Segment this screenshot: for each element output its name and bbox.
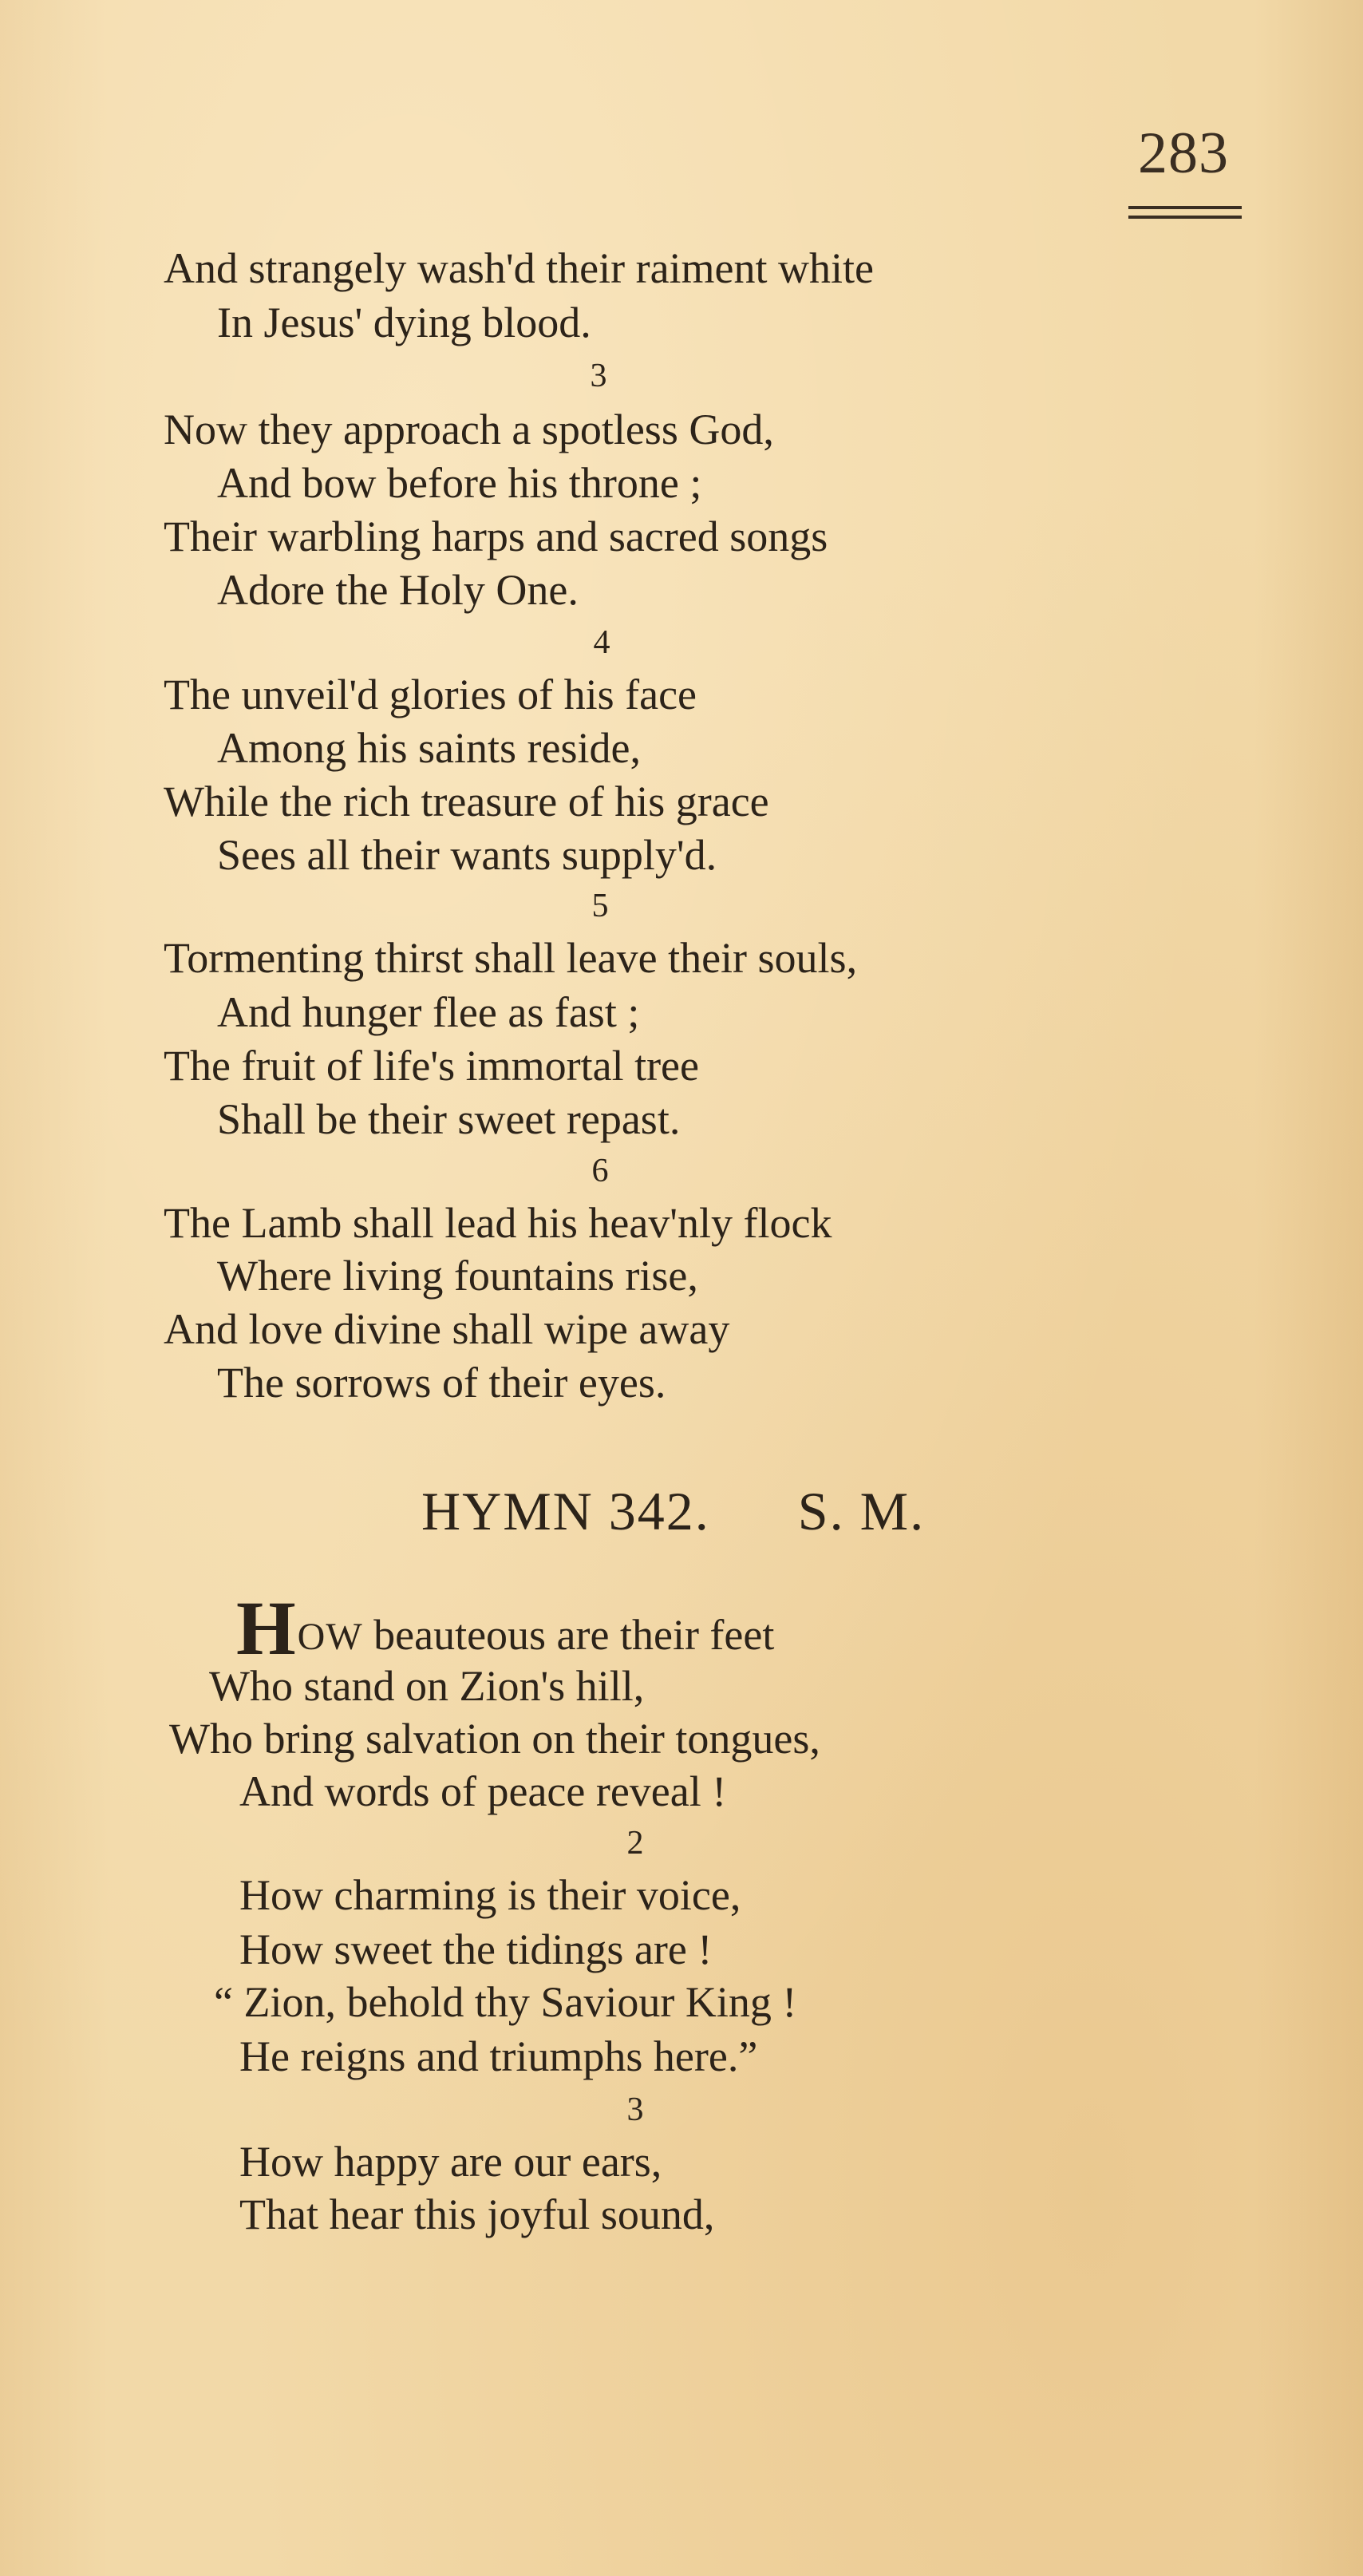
verse-line: The unveil'd glories of his face xyxy=(164,671,697,718)
hymn-meter: S. M. xyxy=(797,1481,926,1541)
stanza-number: 6 xyxy=(591,1153,609,1189)
stanza-number: 5 xyxy=(591,888,609,924)
verse-line: That hear this joyful sound, xyxy=(239,2190,715,2238)
verse-line: Tormenting thirst shall leave their souls, xyxy=(164,934,858,982)
verse-line: Among his saints reside, xyxy=(217,724,641,772)
verse-line: Where living fountains rise, xyxy=(217,1252,698,1300)
verse-line: The Lamb shall lead his heav'nly flock xyxy=(164,1199,832,1247)
verse-line: Their warbling harps and sacred songs xyxy=(164,512,828,560)
verse-line: And bow before his throne ; xyxy=(217,459,702,507)
verse-line: Adore the Holy One. xyxy=(217,566,579,614)
first-line-rest: beauteous are their feet xyxy=(362,1611,775,1659)
verse-line: How happy are our ears, xyxy=(239,2138,662,2186)
verse-line: How charming is their voice, xyxy=(239,1871,741,1919)
stanza-number: 3 xyxy=(626,2091,644,2128)
page-number: 283 xyxy=(1138,121,1229,186)
verse-line: Sees all their wants supply'd. xyxy=(217,831,717,879)
first-word-rest: OW xyxy=(297,1616,363,1658)
stanza-number: 4 xyxy=(593,624,610,661)
verse-line: And words of peace reveal ! xyxy=(239,1767,727,1815)
stanza-number: 3 xyxy=(590,358,607,394)
verse-line: Shall be their sweet repast. xyxy=(217,1095,681,1143)
verse-line: In Jesus' dying blood. xyxy=(217,299,591,346)
verse-line: Who bring salvation on their tongues, xyxy=(169,1715,820,1763)
verse-line: The fruit of life's immortal tree xyxy=(164,1042,699,1090)
verse-first-line xyxy=(236,1585,775,1671)
verse-line: And strangely wash'd their raiment white xyxy=(164,244,874,292)
hymn-title: HYMN 342. xyxy=(421,1481,710,1541)
verse-line: And hunger flee as fast ; xyxy=(217,988,640,1036)
drop-cap: H xyxy=(236,1585,296,1671)
verse-line: Who stand on Zion's hill, xyxy=(209,1662,645,1710)
verse-line: How sweet the tidings are ! xyxy=(239,1925,713,1973)
verse-line: “ Zion, behold thy Saviour King ! xyxy=(214,1978,797,2026)
verse-line: And love divine shall wipe away xyxy=(164,1305,730,1353)
verse-line: While the rich treasure of his grace xyxy=(164,778,769,825)
verse-line: The sorrows of their eyes. xyxy=(217,1359,666,1407)
verse-line: He reigns and triumphs here.” xyxy=(239,2032,758,2080)
hymn-heading xyxy=(421,1480,925,1543)
header-rule xyxy=(1128,206,1242,219)
verse-line: Now they approach a spotless God, xyxy=(164,406,774,453)
stanza-number: 2 xyxy=(626,1825,644,1862)
